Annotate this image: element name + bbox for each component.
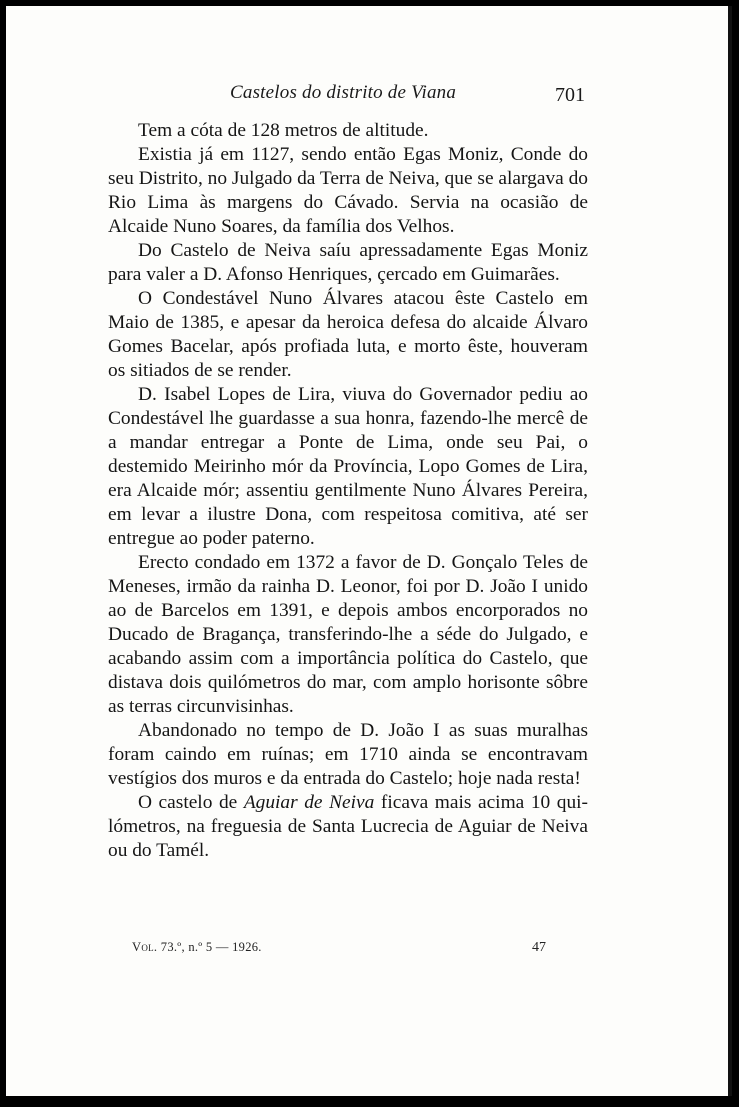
sheet-number: 47 bbox=[532, 940, 546, 955]
running-title: Castelos do distrito de Viana bbox=[230, 82, 457, 103]
volume-signature bbox=[132, 940, 262, 955]
paragraph-egas-moniz: Do Castelo de Neiva saíu apressadamente Egas Moniz para valer a D. Afonso Henriques, çercado em Guimarães. bbox=[108, 240, 588, 285]
page-header bbox=[6, 82, 728, 112]
paragraph-siege: O Condestável Nuno Álvares atacou êste Castelo em Maio de 1385, e apesar da heroica defesa do alcaide Álvaro Gomes Bacelar, após profiada luta, e morto êste, houveram os sitiados de se render. bbox=[108, 288, 588, 381]
paragraph-aguiar-start: O castelo de bbox=[138, 792, 244, 813]
paragraph-abandoned: Abandonado no tempo de D. João I as suas muralhas foram caindo em ruínas; em 1710 ainda se encontravam vestígios dos muros e da entrada do Castelo; hoje nada resta! bbox=[108, 720, 588, 789]
page-number: 701 bbox=[555, 84, 585, 106]
castle-name-italic: Aguiar de Neiva bbox=[243, 792, 375, 813]
paragraph-history: Existia já em 1127, sendo então Egas Moniz, Conde do seu Distrito, no Julgado da Terra de Neiva, que se alargava do Rio Lima às margens do Cávado. Servia na ocasião de Alcaide Nuno Soares, da família dos Velhos. bbox=[108, 144, 588, 237]
paragraph-isabel-lira: D. Isabel Lopes de Lira, viuva do Governador pediu ao Condestável lhe guardasse a sua honra, fazendo-lhe mercê de a mandar entregar a Ponte de Lima, onde seu Pai, o destemido Meirinho mór da Província, Lopo Gomes de Lira, era Alcaide mór; assentiu gentilmente Nuno Álvares Pereira, em levar a ilustre Dona, com respeitosa comitiva, até ser entregue ao poder paterno. bbox=[108, 384, 588, 549]
volume-details: 73.º, n.º 5 — 1926. bbox=[157, 940, 262, 954]
document-page bbox=[6, 6, 732, 1096]
paragraph-altitude: Tem a cóta de 128 metros de altitude. bbox=[138, 120, 429, 141]
paragraph-aguiar bbox=[108, 791, 588, 863]
body-text bbox=[108, 119, 588, 863]
volume-label: Vol. bbox=[132, 940, 158, 954]
paragraph-aguiar-end: ficava mais acima 10 quilómetros, na freguesia de Santa Lucrecia de Aguiar de Neiva ou do Tamél. bbox=[108, 792, 589, 861]
paragraph-condado: Erecto condado em 1372 a favor de D. Gonçalo Teles de Meneses, irmão da rainha D. Leonor, foi por D. João I unido ao de Barcelos em 1391, e depois ambos encorporados no Ducado de Bragança, transferindo-lhe a séde do Julgado, e acabando assim com a importância política do Castelo, que distava dois quilómetros do mar, com amplo horisonte sôbre as terras circunvisinhas. bbox=[108, 552, 588, 717]
